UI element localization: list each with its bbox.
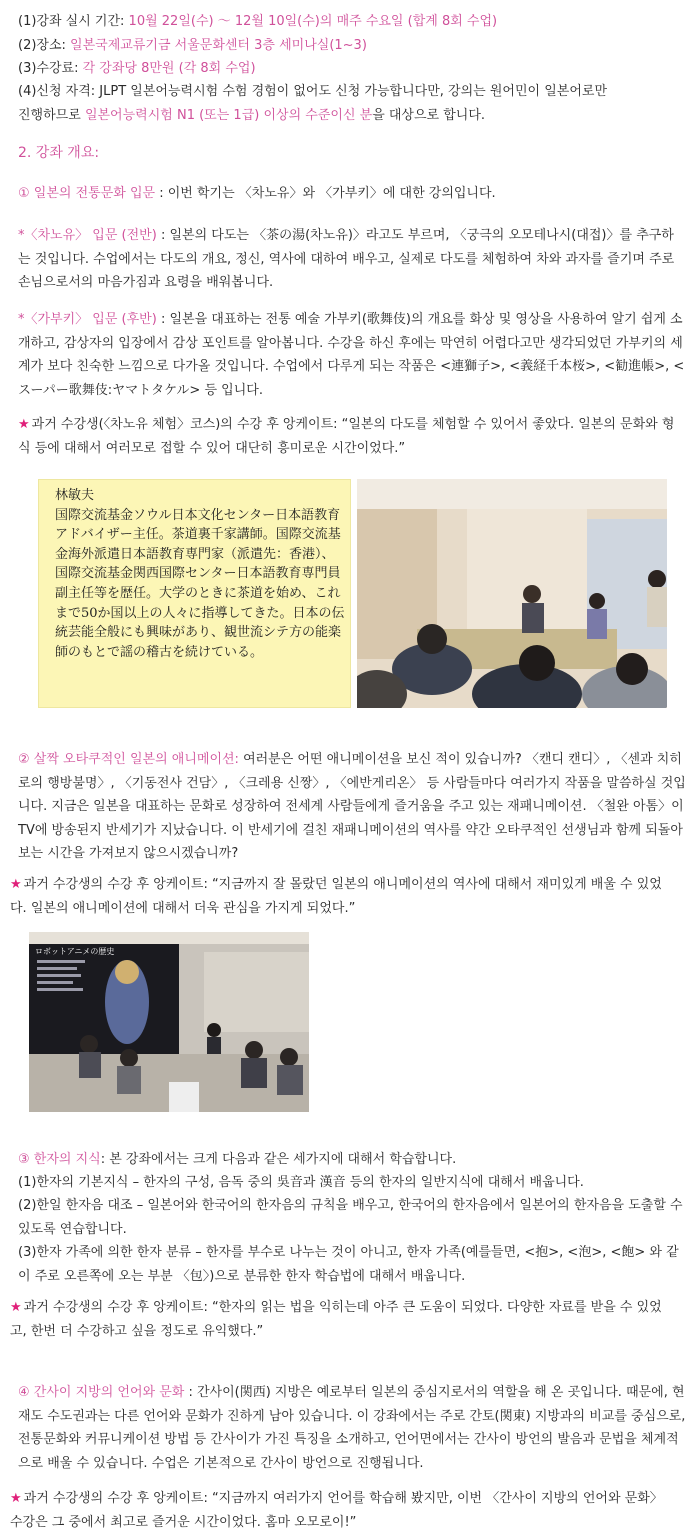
info-qualification: (4)신청 자격: JLPT 일본어능력시험 수험 경험이 없어도 신청 가능합니다만, 강의는 원어민이 일본어로만 진행하므로 일본어능력시험 N1 (또는 1급) 이상의 수준이신 분을 대상으로 합니다. (18, 84, 608, 123)
section-title: 2. 강좌 개요: (18, 145, 100, 161)
teacher-name: 林敏夫 (55, 488, 95, 503)
teacher-profile (55, 486, 345, 662)
course4-intro: ④ 간사이 지방의 언어와 문화 : 간사이(関西) 지방은 예로부터 일본의 중심지로서의 역할을 해 온 곳입니다. 때문에, 현재도 수도권과는 다른 언어와 문화가 진하게 남아 있습니다. 이 강좌에서는 주로 간토(関東) 지방과의 비교를 중심으로, 전통문화와 커뮤니케이션 방법 등 간사이가 가진 특징을 소개하고, 언어면에서는 간사이 방언의 발음과 문법을 체계적으로 배울 수 있습니다. 수업은 기본적으로 간사이 방언으로 진행됩니다. (18, 1385, 686, 1471)
course2-intro: ② 살짝 오타쿠적인 일본의 애니메이션: 여러분은 어떤 애니메이션을 보신 적이 있습니까? 〈캔디 캔디〉, 〈센과 치히로의 행방불명〉, 〈기동전사 건담〉, 〈크레용 신짱〉, 〈에반게리온〉 등 사람들마다 여러가지 작품을 말씀하실 것입니다. 지금은 일본을 대표하는 문화로 성장하여 전세계 사람들에게 즐거움을 주고 있는 재패니메이션. 〈철완 아톰〉이 TV에 방송된지 반세기가 지났습니다. 이 반세기에 걸친 재패니메이션의 역사를 약간 오타쿠적인 선생님과 함께 되돌아 보는 시간을 가져보지 않으시겠습니까? (18, 752, 686, 861)
star-icon: ★ (18, 417, 30, 432)
anime-lecture-photo (29, 932, 309, 1112)
info-period: (1)강좌 실시 기간: 10월 22일(수) ～ 12월 10일(수)의 매주 수요일 (합계 8회 수업) (18, 14, 498, 29)
course1-sub2: *〈가부키〉 입문 (후반) : 일본을 대표하는 전통 예술 가부키(歌舞伎)의 개요를 화상 및 영상을 사용하여 알기 쉽게 소개하고, 감상자의 입장에서 감상 포인트를 알아봅니다. 수강을 하신 후에는 막연히 어렵다고만 생각되었던 가부키의 세계가 보다 친숙한 느낌으로 다가올 것입니다. 수업에서 다루게 되는 작품은 <連獅子>, <義経千本桜>, <勧進帳>, <スーパー歌舞伎:ヤマトタケル> 등 입니다. (18, 312, 685, 398)
star-icon: ★ (10, 877, 22, 892)
course1-review: ★ 과거 수강생(〈차노유 체험〉코스)의 수강 후 앙케이트: “일본의 다도를 체험할 수 있어서 좋았다. 일본의 문화와 형식 등에 대해서 여러모로 접할 수 있어 대단히 흥미로운 시간이었다.” (18, 417, 675, 456)
teacher-profile-box (38, 479, 351, 708)
course1-intro: ① 일본의 전통문화 입문 : 이번 학기는 〈차노유〉와 〈가부키〉에 대한 강의입니다. (18, 186, 496, 201)
star-icon: ★ (10, 1300, 22, 1315)
slide-title: ロボットアニメの歴史 (35, 947, 115, 956)
course4-review: ★ 과거 수강생의 수강 후 앙케이트: “지금까지 여러가지 언어를 학습해 봤지만, 이번 〈간사이 지방의 언어와 문화〉 수강은 그 중에서 최고로 즐거운 시간이었다. 홈마 오모로이!” (10, 1491, 663, 1530)
course3-intro: ③ 한자의 지식: 본 강좌에서는 크게 다음과 같은 세가지에 대해서 학습합니다. (18, 1152, 457, 1167)
course3-item3: (3)한자 가족에 의한 한자 분류 – 한자를 부수로 나누는 것이 아니고, 한자 가족(예를들면, <抱>, <泡>, <飽> 와 같이 주로 오른쪽에 오는 부분 〈包〉)으로 분류한 한자 학습법에 대해서 배웁니다. (18, 1245, 679, 1284)
course3-item1: (1)한자의 기본지식 – 한자의 구성, 음독 중의 吳音과 漢音 등의 한자의 일반지식에 대해서 배웁니다. (18, 1175, 584, 1190)
course1-sub1: *〈차노유〉 입문 (전반) : 일본의 다도는 〈茶の湯(차노유)〉라고도 부르며, 〈궁극의 오모테나시(대접)〉를 추구하는 것입니다. 수업에서는 다도의 개요, 정신, 역사에 대하여 배우고, 실제로 다도를 체험하여 차와 과자를 즐기며 주로 손님으로서의 마음가짐과 요령을 배워봅니다. (18, 228, 675, 290)
info-place: (2)장소: 일본국제교류기금 서울문화센터 3층 세미나실(1~3) (18, 38, 367, 53)
course2-review: ★ 과거 수강생의 수강 후 앙케이트: “지금까지 잘 몰랐던 일본의 애니메이션의 역사에 대해서 재미있게 배울 수 있었다. 일본의 애니메이션에 대해서 더욱 관심을 가지게 되었다.” (10, 877, 662, 916)
star-icon: ★ (10, 1491, 22, 1506)
course3-item2: (2)한일 한자음 대조 – 일본어와 한국어의 한자음의 규칙을 배우고, 한국어의 한자음에서 일본어의 한자음을 도출할 수 있도록 연습합니다. (18, 1198, 683, 1237)
tea-ceremony-photo (357, 479, 667, 708)
info-fee: (3)수강료: 각 강좌당 8만원 (각 8회 수업) (18, 61, 256, 76)
course3-review: ★ 과거 수강생의 수강 후 앙케이트: “한자의 읽는 법을 익히는데 아주 큰 도움이 되었다. 다양한 자료를 받을 수 있었고, 한번 더 수강하고 싶을 정도로 유익했다.” (10, 1300, 662, 1339)
teacher-bio: 国際交流基金ソウル日本文化センター日本語教育アドバイザー主任。茶道裏千家講師。国際交流基金海外派遣日本語教育専門家（派遣先：香港）、国際交流基金関西国際センター日本語教育専門員副主任等を歴任。大学のときに茶道を始め、これまで50か国以上の人々に指導してきた。日本の伝統芸能全般にも興味があり、観世流シテ方の能楽師のもとで謡の稽古を続けている。 (55, 507, 345, 660)
